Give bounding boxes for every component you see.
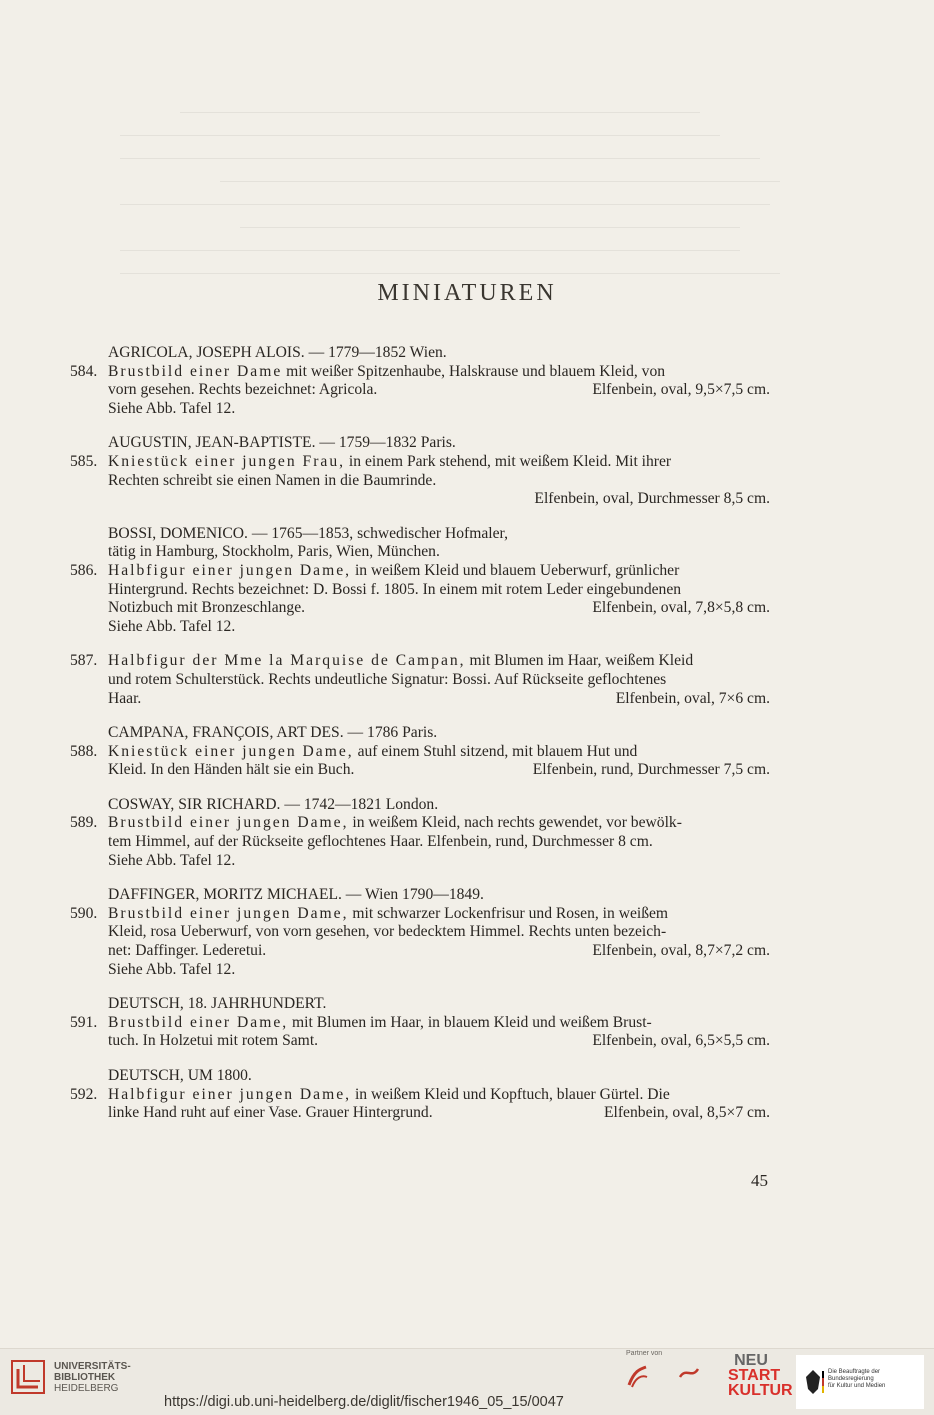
entry-number: 592.	[70, 1085, 98, 1103]
entry-text: in einem Park stehend, mit weißem Kleid. Mit ihrer	[345, 452, 672, 470]
entry-number: 585.	[70, 452, 98, 470]
entry-text: mit schwarzer Lockenfrisur und Rosen, in weißem	[348, 904, 669, 922]
entry-text: auf einem Stuhl sitzend, mit blauem Hut und	[353, 742, 638, 760]
entry-text: tuch. In Holzetui mit rotem Samt.	[108, 1032, 319, 1050]
entry-lead: Brustbild einer jungen Dame,	[108, 814, 349, 832]
university-library-logo-icon	[10, 1359, 46, 1395]
entry-text: net: Daffinger. Lederetui.	[108, 942, 267, 960]
entry-text: und rotem Schulterstück. Rechts undeutliche Signatur: Bossi. Auf Rückseite geflochtenes	[108, 670, 667, 688]
catalog-entry	[70, 886, 770, 979]
artist-heading: DAFFINGER, MORITZ MICHAEL. — Wien 1790—1849.	[108, 886, 484, 904]
bkm-logo[interactable]	[796, 1355, 924, 1409]
entry-lead: Halbfigur einer jungen Dame,	[108, 561, 352, 579]
bkm-text-line: für Kultur und Medien	[828, 1383, 886, 1389]
entry-material: Elfenbein, oval, 8,5×7 cm.	[604, 1104, 770, 1122]
catalog-entry	[70, 796, 770, 870]
entry-text: Kleid, rosa Ueberwurf, von vorn gesehen, vor bedecktem Himmel. Rechts unten bezeich-	[108, 923, 667, 941]
entry-text: Hintergrund. Rechts bezeichnet: D. Bossi f. 1805. In einem mit rotem Leder eingebundenen	[108, 580, 682, 598]
entry-lead: Halbfigur der Mme la Marquise de Campan,	[108, 652, 466, 670]
catalog-entry	[70, 344, 770, 418]
entry-material: Elfenbein, oval, Durchmesser 8,5 cm.	[534, 490, 770, 508]
entry-text: Haar.	[108, 689, 142, 707]
entry-lead: Halbfigur einer jungen Dame,	[108, 1085, 352, 1103]
entry-text: tem Himmel, auf der Rückseite geflochtenes Haar. Elfenbein, rund, Durchmesser 8 cm.	[108, 833, 653, 851]
entry-text: mit weißer Spitzenhaube, Halskrause und blauem Kleid, von	[282, 362, 666, 380]
entry-number: 589.	[70, 814, 98, 832]
entry-number: 591.	[70, 1013, 98, 1031]
library-name-line: UNIVERSITÄTS-	[54, 1360, 131, 1372]
entry-number: 587.	[70, 652, 98, 670]
library-logo-link[interactable]	[10, 1359, 131, 1395]
entry-text: in weißem Kleid und Kopftuch, blauer Gürtel. Die	[351, 1085, 670, 1103]
entry-number: 586.	[70, 561, 98, 579]
entry-reference: Siehe Abb. Tafel 12.	[108, 851, 236, 869]
catalog-entries	[70, 344, 770, 1135]
document-url-link[interactable]: https://digi.ub.uni-heidelberg.de/diglit/fischer1946_05_15/0047	[164, 1394, 564, 1410]
entry-lead: Kniestück einer jungen Dame,	[108, 742, 354, 760]
entry-text: vorn gesehen. Rechts bezeichnet: Agricola.	[108, 381, 378, 399]
entry-lead: Brustbild einer jungen Dame,	[108, 904, 349, 922]
artist-heading: AUGUSTIN, JEAN-BAPTISTE. — 1759—1832 Paris.	[108, 434, 456, 452]
entry-text: Kleid. In den Händen hält sie ein Buch.	[108, 761, 355, 779]
library-name-line: BIBLIOTHEK	[54, 1371, 116, 1383]
bkm-text	[828, 1369, 924, 1390]
entry-lead: Kniestück einer jungen Frau,	[108, 452, 346, 470]
neustart-kultur-logo[interactable]	[728, 1352, 793, 1399]
catalog-entry	[70, 652, 770, 708]
entry-reference: Siehe Abb. Tafel 12.	[108, 617, 236, 635]
entry-material: Elfenbein, rund, Durchmesser 7,5 cm.	[532, 761, 770, 779]
entry-reference: Siehe Abb. Tafel 12.	[108, 960, 236, 978]
catalog-entry	[70, 724, 770, 780]
catalog-entry	[70, 1067, 770, 1123]
catalog-entry	[70, 525, 770, 637]
deutsche-digitale-bibliothek-logo-icon[interactable]	[626, 1363, 650, 1389]
catalog-entry	[70, 995, 770, 1051]
neustart-line: KULTUR	[728, 1382, 793, 1399]
federal-eagle-icon	[802, 1367, 824, 1397]
artist-heading: AGRICOLA, JOSEPH ALOIS. — 1779—1852 Wien.	[108, 344, 447, 361]
viewer-footer	[0, 1348, 934, 1415]
artist-heading: CAMPANA, FRANÇOIS, ART DES. — 1786 Paris.	[108, 724, 438, 742]
artist-heading: BOSSI, DOMENICO. — 1765—1853, schwedischer Hofmaler,	[108, 524, 509, 542]
entry-text: mit Blumen im Haar, weißem Kleid	[465, 652, 694, 670]
entry-material: Elfenbein, oval, 9,5×7,5 cm.	[592, 381, 770, 399]
entry-number: 584.	[70, 362, 98, 380]
partner-swoosh-icon	[678, 1363, 700, 1383]
entry-number: 588.	[70, 742, 98, 760]
entry-text: mit Blumen im Haar, in blauem Kleid und weißem Brust-	[288, 1013, 652, 1031]
entry-material: Elfenbein, oval, 7,8×5,8 cm.	[592, 599, 770, 617]
entry-text: in weißem Kleid, nach rechts gewendet, vor bewölk-	[348, 814, 682, 832]
entry-text: in weißem Kleid und blauem Ueberwurf, grünlicher	[351, 561, 680, 579]
entry-reference: Siehe Abb. Tafel 12.	[108, 399, 236, 417]
entry-material: Elfenbein, oval, 7×6 cm.	[615, 689, 770, 707]
catalog-entry	[70, 434, 770, 508]
entry-number: 590.	[70, 904, 98, 922]
neustart-line: NEU	[734, 1352, 768, 1369]
entry-text: Notizbuch mit Bronzeschlange.	[108, 599, 306, 617]
bleed-through-text	[120, 90, 820, 350]
neustart-line: START	[728, 1367, 781, 1384]
entry-text: Rechten schreibt sie einen Namen in die Baumrinde.	[108, 471, 437, 489]
artist-heading: DEUTSCH, 18. JAHRHUNDERT.	[108, 995, 327, 1013]
page-number: 45	[751, 1171, 768, 1190]
entry-lead: Brustbild einer Dame,	[108, 1013, 289, 1031]
entry-text: linke Hand ruht auf einer Vase. Grauer Hintergrund.	[108, 1104, 433, 1122]
artist-subheading: tätig in Hamburg, Stockholm, Paris, Wien, München.	[108, 543, 440, 561]
partner-label: Partner von	[626, 1350, 663, 1357]
library-name-line: HEIDELBERG	[54, 1382, 119, 1394]
entry-material: Elfenbein, oval, 6,5×5,5 cm.	[592, 1032, 770, 1050]
entry-lead: Brustbild einer Dame	[108, 362, 283, 380]
bkm-text-line: Die Beauftragte der Bundesregierung	[828, 1369, 881, 1382]
library-name	[54, 1361, 131, 1394]
artist-heading: COSWAY, SIR RICHARD. — 1742—1821 London.	[108, 795, 439, 813]
artist-heading: DEUTSCH, UM 1800.	[108, 1067, 252, 1084]
entry-material: Elfenbein, oval, 8,7×7,2 cm.	[592, 942, 770, 960]
page-title: MINIATUREN	[377, 280, 557, 306]
